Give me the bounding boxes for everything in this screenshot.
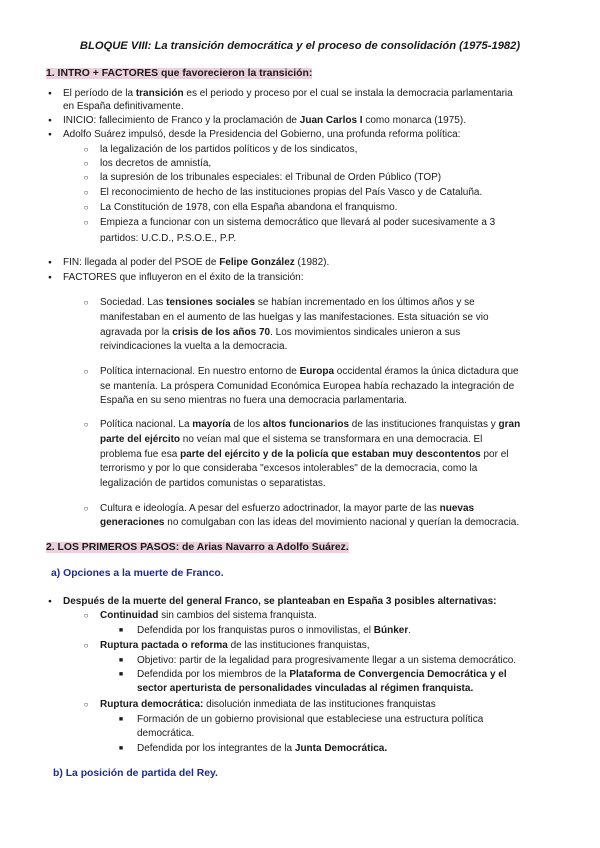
- document-title: BLOQUE VIII: La transición democrática y el proceso de consolidación (1975-1982): [79, 40, 521, 52]
- factor-internacional: Política internacional. En nuestro entorno de Europa occidental éramos la única dictadura que: [100, 366, 519, 377]
- option-detail-cont: democrática.: [137, 728, 195, 739]
- option-detail: Formación de un gobierno provisional que estableciese una estructura política: [137, 714, 484, 725]
- sub-bullet: [83, 365, 89, 378]
- option-ruptura-pactada: Ruptura pactada o reforma de las instituciones franquistas,: [100, 640, 370, 651]
- suarez-reform: Adolfo Suárez impulsó, desde la Presidencia del Gobierno, una profunda reforma política:: [63, 129, 461, 140]
- sub-bullet: [83, 698, 89, 711]
- factor-text: parte del ejército no veían mal que el sistema se transformara en una democracia. El: [100, 434, 483, 445]
- bullet: [47, 271, 53, 285]
- option-continuidad: Continuidad sin cambios del sistema franquista.: [100, 610, 317, 621]
- sub-bullet: [83, 639, 89, 652]
- factor-text: agravada por la crisis de los años 70. Los movimientos sindicales unieron a sus: [100, 327, 461, 338]
- square-bullet: [118, 668, 124, 682]
- section-1-heading: 1. INTRO + FACTORES que favorecieron la transición:: [46, 68, 313, 79]
- option-detail: Objetivo: partir de la legalidad para progresivamente llegar a un sistema democrático.: [137, 655, 517, 666]
- subheading-a: a) Opciones a la muerte de Franco.: [51, 568, 224, 579]
- reform-item: Empieza a funcionar con un sistema democrático que llevará al poder sucesivamente a 3: [100, 217, 496, 228]
- factor-text: problema fue esa parte del ejército y de la policía que estaban muy descontentos por el: [100, 449, 509, 460]
- bullet: [47, 87, 53, 101]
- square-bullet: [118, 654, 124, 668]
- sub-bullet: [83, 296, 89, 309]
- option-detail: Defendida por los franquistas puros o inmovilistas, el Búnker.: [137, 625, 412, 636]
- sub-bullet: [83, 609, 89, 622]
- factor-nacional: Política nacional. La mayoría de los altos funcionarios de las instituciones franquistas y gran: [100, 419, 521, 430]
- reform-item: La Constitución de 1978, con ella España abandona el franquismo.: [100, 202, 398, 213]
- reform-item: los decretos de amnistía,: [100, 158, 212, 169]
- sub-bullet: [83, 186, 89, 199]
- bullet: [47, 595, 53, 609]
- sub-bullet: [83, 157, 89, 170]
- inicio-item: INICIO: fallecimiento de Franco y la proclamación de Juan Carlos I como monarca (1975).: [63, 115, 466, 126]
- sub-bullet: [83, 201, 89, 214]
- factor-text: manifestaban en el aumento de las huelgas y las manifestaciones. Esta situación se vio: [100, 312, 489, 323]
- reform-item: la legalización de los partidos políticos y de los sindicatos,: [100, 144, 358, 155]
- factor-cultura: Cultura e ideología. A pesar del esfuerzo adoctrinador, la mayor parte de las nuevas: [100, 503, 475, 514]
- section-2-heading: 2. LOS PRIMEROS PASOS: de Arias Navarro a Adolfo Suárez.: [46, 542, 349, 553]
- factor-text: reivindicaciones la vuelta a la democracia.: [100, 341, 288, 352]
- reform-item: El reconocimiento de hecho de las instituciones propias del País Vasco y de Cataluña.: [100, 187, 483, 198]
- subheading-b: b) La posición de partida del Rey.: [53, 768, 218, 779]
- sub-bullet: [83, 502, 89, 515]
- factores-item: FACTORES que influyeron en el éxito de la transición:: [63, 272, 304, 283]
- fin-item: FIN: llegada al poder del PSOE de Felipe González (1982).: [63, 257, 330, 268]
- factor-text: terrorismo y por lo que consideraba "excesos intolerables" de la democracia, como la: [100, 463, 478, 474]
- option-detail: Defendida por los integrantes de la Junta Democrática.: [137, 743, 388, 754]
- square-bullet: [118, 624, 124, 638]
- factor-text: se mantenía. La próspera Comunidad Económica Europea había rechazado la integración de: [100, 381, 515, 392]
- factor-text: España en su seno mientras no fuera una democracia parlamentaria.: [100, 395, 407, 406]
- bullet: [47, 114, 53, 128]
- alternativas-intro: Después de la muerte del general Franco, se planteaban en España 3 posibles alternativas:: [63, 596, 497, 607]
- bullet: [47, 128, 53, 142]
- option-detail-cont: sector aperturista de personalidades vinculadas al régimen franquista.: [137, 683, 474, 694]
- factor-sociedad: Sociedad. Las tensiones sociales se habían incrementado en los últimos años y se: [100, 297, 475, 308]
- factor-text: legalización de partidos comunistas o separatistas.: [100, 478, 326, 489]
- option-ruptura-democratica: Ruptura democrática: disolución inmediata de las instituciones franquistas: [100, 699, 436, 710]
- transition-definition: El período de la transición es el periodo y proceso por el cual se instala la democracia parlamentaria: [63, 88, 513, 99]
- square-bullet: [118, 713, 124, 727]
- sub-bullet: [83, 143, 89, 156]
- sub-bullet: [83, 216, 89, 229]
- sub-bullet: [83, 418, 89, 431]
- option-detail: Defendida por los miembros de la Plataforma de Convergencia Democrática y el: [137, 669, 507, 680]
- factor-text: generaciones no comulgaban con las ideas del movimiento nacional y querían la democracia.: [100, 517, 520, 528]
- reform-item: la supresión de los tribunales especiales: el Tribunal de Orden Público (TOP): [100, 172, 442, 183]
- sub-bullet: [83, 171, 89, 184]
- bullet: [47, 256, 53, 270]
- transition-definition-cont: en España definitivamente.: [63, 101, 184, 112]
- square-bullet: [118, 742, 124, 756]
- reform-item-cont: partidos: U.C.D., P.S.O.E., P.P.: [100, 233, 237, 244]
